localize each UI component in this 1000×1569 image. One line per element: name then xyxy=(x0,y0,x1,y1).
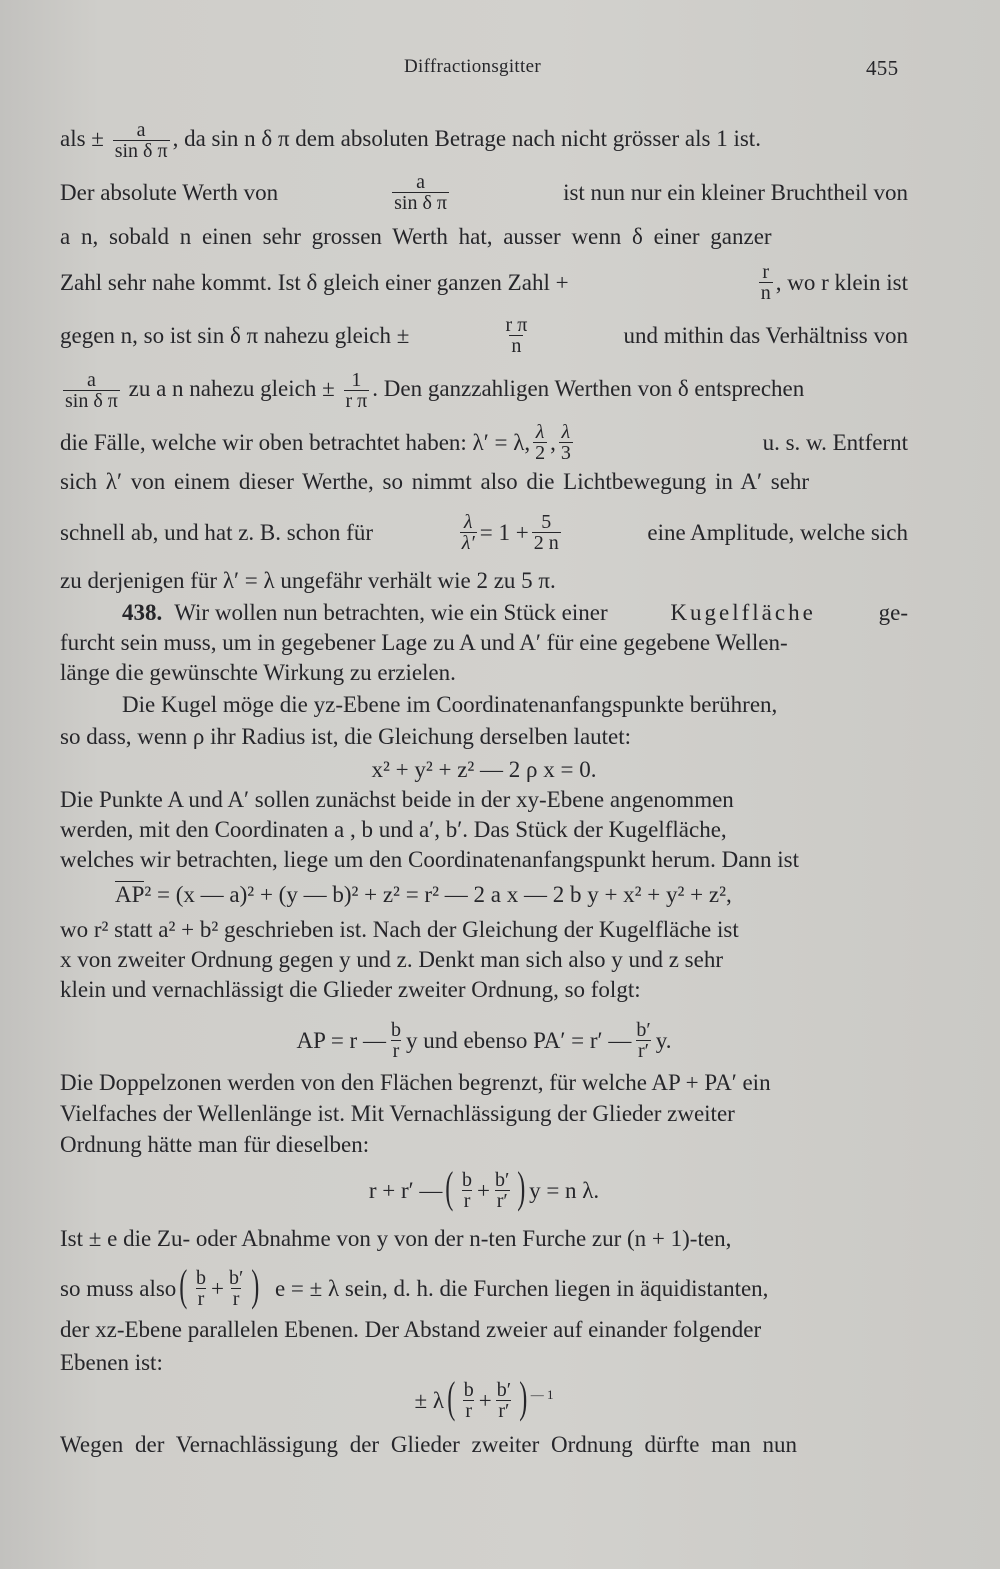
text-line xyxy=(60,690,908,720)
close-paren: ) xyxy=(251,1260,260,1310)
text-line xyxy=(60,1348,908,1378)
text-run: Ist ± e die Zu- oder Abnahme von y von der n-ten Furche zur (n + 1)-ten, xyxy=(60,1226,732,1251)
open-paren: ( xyxy=(445,1162,454,1212)
text-run: so dass, wenn ρ ihr Radius ist, die Gleichung derselben lautet: xyxy=(60,724,632,749)
running-title: Diffractionsgitter xyxy=(404,56,541,77)
equation-text: y = n λ. xyxy=(529,1177,600,1203)
text-line xyxy=(60,628,908,658)
numerator: r π xyxy=(505,314,528,336)
text-line xyxy=(60,1130,908,1160)
text-line xyxy=(60,512,908,554)
fraction xyxy=(533,422,547,464)
equation-text: r + r′ — xyxy=(368,1177,443,1203)
equation-text: x² + y² + z² — 2 ρ x = 0. xyxy=(371,757,597,782)
equation-text: y und ebenso PA′ = r′ — xyxy=(405,1027,632,1053)
text-line xyxy=(60,1224,908,1254)
text-line xyxy=(60,315,908,357)
text-run: zu derjenigen für λ′ = λ ungefähr verhält wie 2 zu 5 π. xyxy=(60,568,556,593)
denominator: r xyxy=(392,1040,400,1063)
text-run: wo r² statt a² + b² geschrieben ist. Nach der Gleichung der Kugelfläche ist xyxy=(60,917,739,942)
numerator: 1 xyxy=(351,369,362,391)
numerator: b′ xyxy=(495,1169,510,1191)
text-line xyxy=(60,1430,908,1460)
section-number: 438. xyxy=(122,600,163,625)
text-line xyxy=(60,370,908,412)
segment-ap: AP xyxy=(115,882,145,907)
text-run: sich λ′ von einem dieser Werthe, so nimmt also die Lichtbewegung in A′ sehr xyxy=(60,469,810,494)
equation-text: AP = r — xyxy=(296,1027,386,1053)
denominator: sin δ π xyxy=(65,390,118,413)
numerator: b′ xyxy=(496,1379,512,1401)
text-run: . Den ganzzahligen Werthen von δ entsprechen xyxy=(372,376,805,402)
text-run: werden, mit den Coordinaten a , b und a′, b′. Das Stück der Kugelfläche, xyxy=(60,817,727,842)
text-run: Die Doppelzonen werden von den Flächen begrenzt, für welche AP + PA′ ein xyxy=(60,1070,771,1095)
equation-text: ² = (x — a)² + (y — b)² + z² = r² — 2 a x — 2 b y + x² + y² + z², xyxy=(144,882,732,907)
text-run: Der absolute Werth von xyxy=(60,179,279,205)
denominator: r xyxy=(463,1190,471,1213)
text-run: Vielfaches der Wellenlänge ist. Mit Vernachlässigung der Glieder zweiter xyxy=(60,1101,735,1126)
denominator: n xyxy=(511,335,522,358)
text-run: e = ± λ sein, d. h. die Furchen liegen in äquidistanten, xyxy=(274,1275,769,1301)
equation xyxy=(60,755,908,785)
text-line xyxy=(60,467,908,497)
text-run: a n, sobald n einen sehr grossen Werth hat, ausser wenn δ einer ganzer xyxy=(60,224,772,249)
fraction xyxy=(227,1268,245,1310)
text-line xyxy=(60,222,908,252)
running-header xyxy=(0,56,1000,86)
equation xyxy=(60,880,908,910)
fraction xyxy=(559,422,573,464)
text-line xyxy=(60,658,908,688)
text-run: x von zweiter Ordnung gegen y und z. Denkt man sich also y und z sehr xyxy=(60,947,724,972)
fraction xyxy=(759,262,773,304)
numerator: b xyxy=(195,1267,206,1289)
text-line xyxy=(60,1260,908,1311)
denominator: r′ xyxy=(637,1040,650,1063)
numerator: λ xyxy=(535,421,545,443)
numerator: a xyxy=(136,119,146,141)
fraction xyxy=(634,1020,652,1062)
text-run: Wir wollen nun betrachten, wie ein Stück einer xyxy=(174,600,608,625)
text-run: = 1 + xyxy=(479,519,529,545)
text-run: , da sin n δ π dem absoluten Betrage nach nicht grösser als 1 ist. xyxy=(172,126,761,152)
open-paren: ( xyxy=(447,1372,456,1422)
text-run: Wegen der Vernachlässigung der Glieder zweiter Ordnung dürfte man nun xyxy=(60,1432,798,1457)
fraction xyxy=(460,1170,474,1212)
denominator: sin δ π xyxy=(394,192,448,215)
numerator: b′ xyxy=(228,1267,244,1289)
denominator: r π xyxy=(345,390,368,413)
fraction xyxy=(113,120,170,162)
fraction xyxy=(493,1170,511,1212)
text-run: Die Punkte A und A′ sollen zunächst beide in der xy-Ebene angenommen xyxy=(60,787,734,812)
text-run: Zahl sehr nahe kommt. Ist δ gleich einer ganzen Zahl + xyxy=(60,269,569,295)
fraction xyxy=(194,1268,208,1310)
plus-sign: + xyxy=(478,1387,492,1413)
emphasized-term: Kugelfläche xyxy=(670,600,816,625)
text-run: , wo r klein ist xyxy=(775,269,908,295)
text-run: eine Amplitude, welche sich xyxy=(647,519,908,545)
text-run: der xz-Ebene parallelen Ebenen. Der Abstand zweier auf einander folgender xyxy=(60,1317,762,1342)
text-line xyxy=(60,422,908,464)
equation xyxy=(60,1020,908,1062)
denominator: 3 xyxy=(560,442,571,465)
fraction xyxy=(344,370,370,412)
fraction xyxy=(532,512,561,554)
numerator: r xyxy=(762,261,770,283)
page-number: 455 xyxy=(866,56,899,80)
fraction xyxy=(460,512,477,554)
text-run: ge- xyxy=(878,600,908,625)
fraction xyxy=(495,1380,513,1422)
denominator: r xyxy=(232,1288,240,1311)
text-run: Ordnung hätte man für dieselben: xyxy=(60,1132,370,1157)
text-line xyxy=(60,1315,908,1345)
numerator: b xyxy=(463,1379,474,1401)
text-line xyxy=(60,1099,908,1129)
text-run: länge die gewünschte Wirkung zu erzielen. xyxy=(60,660,456,685)
fraction xyxy=(389,1020,403,1062)
text-line xyxy=(60,815,908,845)
denominator: 2 xyxy=(535,442,546,465)
text-run: zu a n nahezu gleich ± xyxy=(128,376,335,402)
numerator: a xyxy=(416,171,426,193)
open-paren: ( xyxy=(179,1260,188,1310)
denominator: sin δ π xyxy=(114,140,168,163)
equation xyxy=(60,1372,908,1423)
comma: , xyxy=(550,429,556,455)
equation-text: ± λ xyxy=(414,1387,445,1413)
denominator: r′ xyxy=(498,1400,510,1423)
text-run: als ± xyxy=(60,126,104,152)
text-run: welches wir betrachten, liege um den Coordinatenanfangspunkt herum. Dann ist xyxy=(60,847,799,872)
text-line xyxy=(60,262,908,304)
text-line xyxy=(60,915,908,945)
text-line xyxy=(60,1068,908,1098)
numerator: b xyxy=(462,1169,473,1191)
text-run: u. s. w. Entfernt xyxy=(762,429,908,455)
close-paren: ) xyxy=(517,1162,526,1212)
text-line xyxy=(60,975,908,1005)
text-run: Ebenen ist: xyxy=(60,1350,163,1375)
denominator: r xyxy=(465,1400,473,1423)
exponent: — 1 xyxy=(530,1387,554,1402)
denominator: r xyxy=(197,1288,205,1311)
fraction xyxy=(504,315,530,357)
text-run: so muss also xyxy=(60,1275,177,1301)
text-line xyxy=(60,120,908,162)
denominator: λ′ xyxy=(461,532,475,555)
text-line xyxy=(60,845,908,875)
fraction xyxy=(63,370,120,412)
numerator: a xyxy=(86,369,96,391)
denominator: r′ xyxy=(496,1190,508,1213)
text-run: Die Kugel möge die yz-Ebene im Coordinatenanfangspunkte berühren, xyxy=(122,692,778,717)
text-line xyxy=(60,172,908,214)
equation-text: y. xyxy=(655,1027,672,1053)
text-line xyxy=(60,785,908,815)
equation xyxy=(60,1162,908,1213)
numerator: b′ xyxy=(636,1019,651,1041)
plus-sign: + xyxy=(210,1275,224,1301)
text-run: klein und vernachlässigt die Glieder zweiter Ordnung, so folgt: xyxy=(60,977,641,1002)
numerator: 5 xyxy=(541,511,552,533)
text-run: furcht sein muss, um in gegebener Lage zu A und A′ für eine gegebene Wellen- xyxy=(60,630,788,655)
text-run: die Fälle, welche wir oben betrachtet haben: λ′ = λ, xyxy=(60,429,531,455)
close-paren: ) xyxy=(519,1372,528,1422)
numerator: λ xyxy=(463,511,473,533)
text-run: ist nun nur ein kleiner Bruchtheil von xyxy=(563,179,908,205)
text-line xyxy=(60,566,908,596)
numerator: λ xyxy=(561,421,571,443)
section-start-line xyxy=(60,598,908,628)
fraction xyxy=(462,1380,476,1422)
denominator: 2 n xyxy=(533,532,559,555)
text-run: schnell ab, und hat z. B. schon für xyxy=(60,519,373,545)
text-line xyxy=(60,945,908,975)
text-run: und mithin das Verhältniss von xyxy=(623,322,908,348)
text-line xyxy=(60,722,908,752)
denominator: n xyxy=(760,282,771,305)
text-run: gegen n, so ist sin δ π nahezu gleich ± xyxy=(60,322,410,348)
numerator: b xyxy=(390,1019,401,1041)
fraction xyxy=(392,172,449,214)
plus-sign: + xyxy=(477,1177,491,1203)
